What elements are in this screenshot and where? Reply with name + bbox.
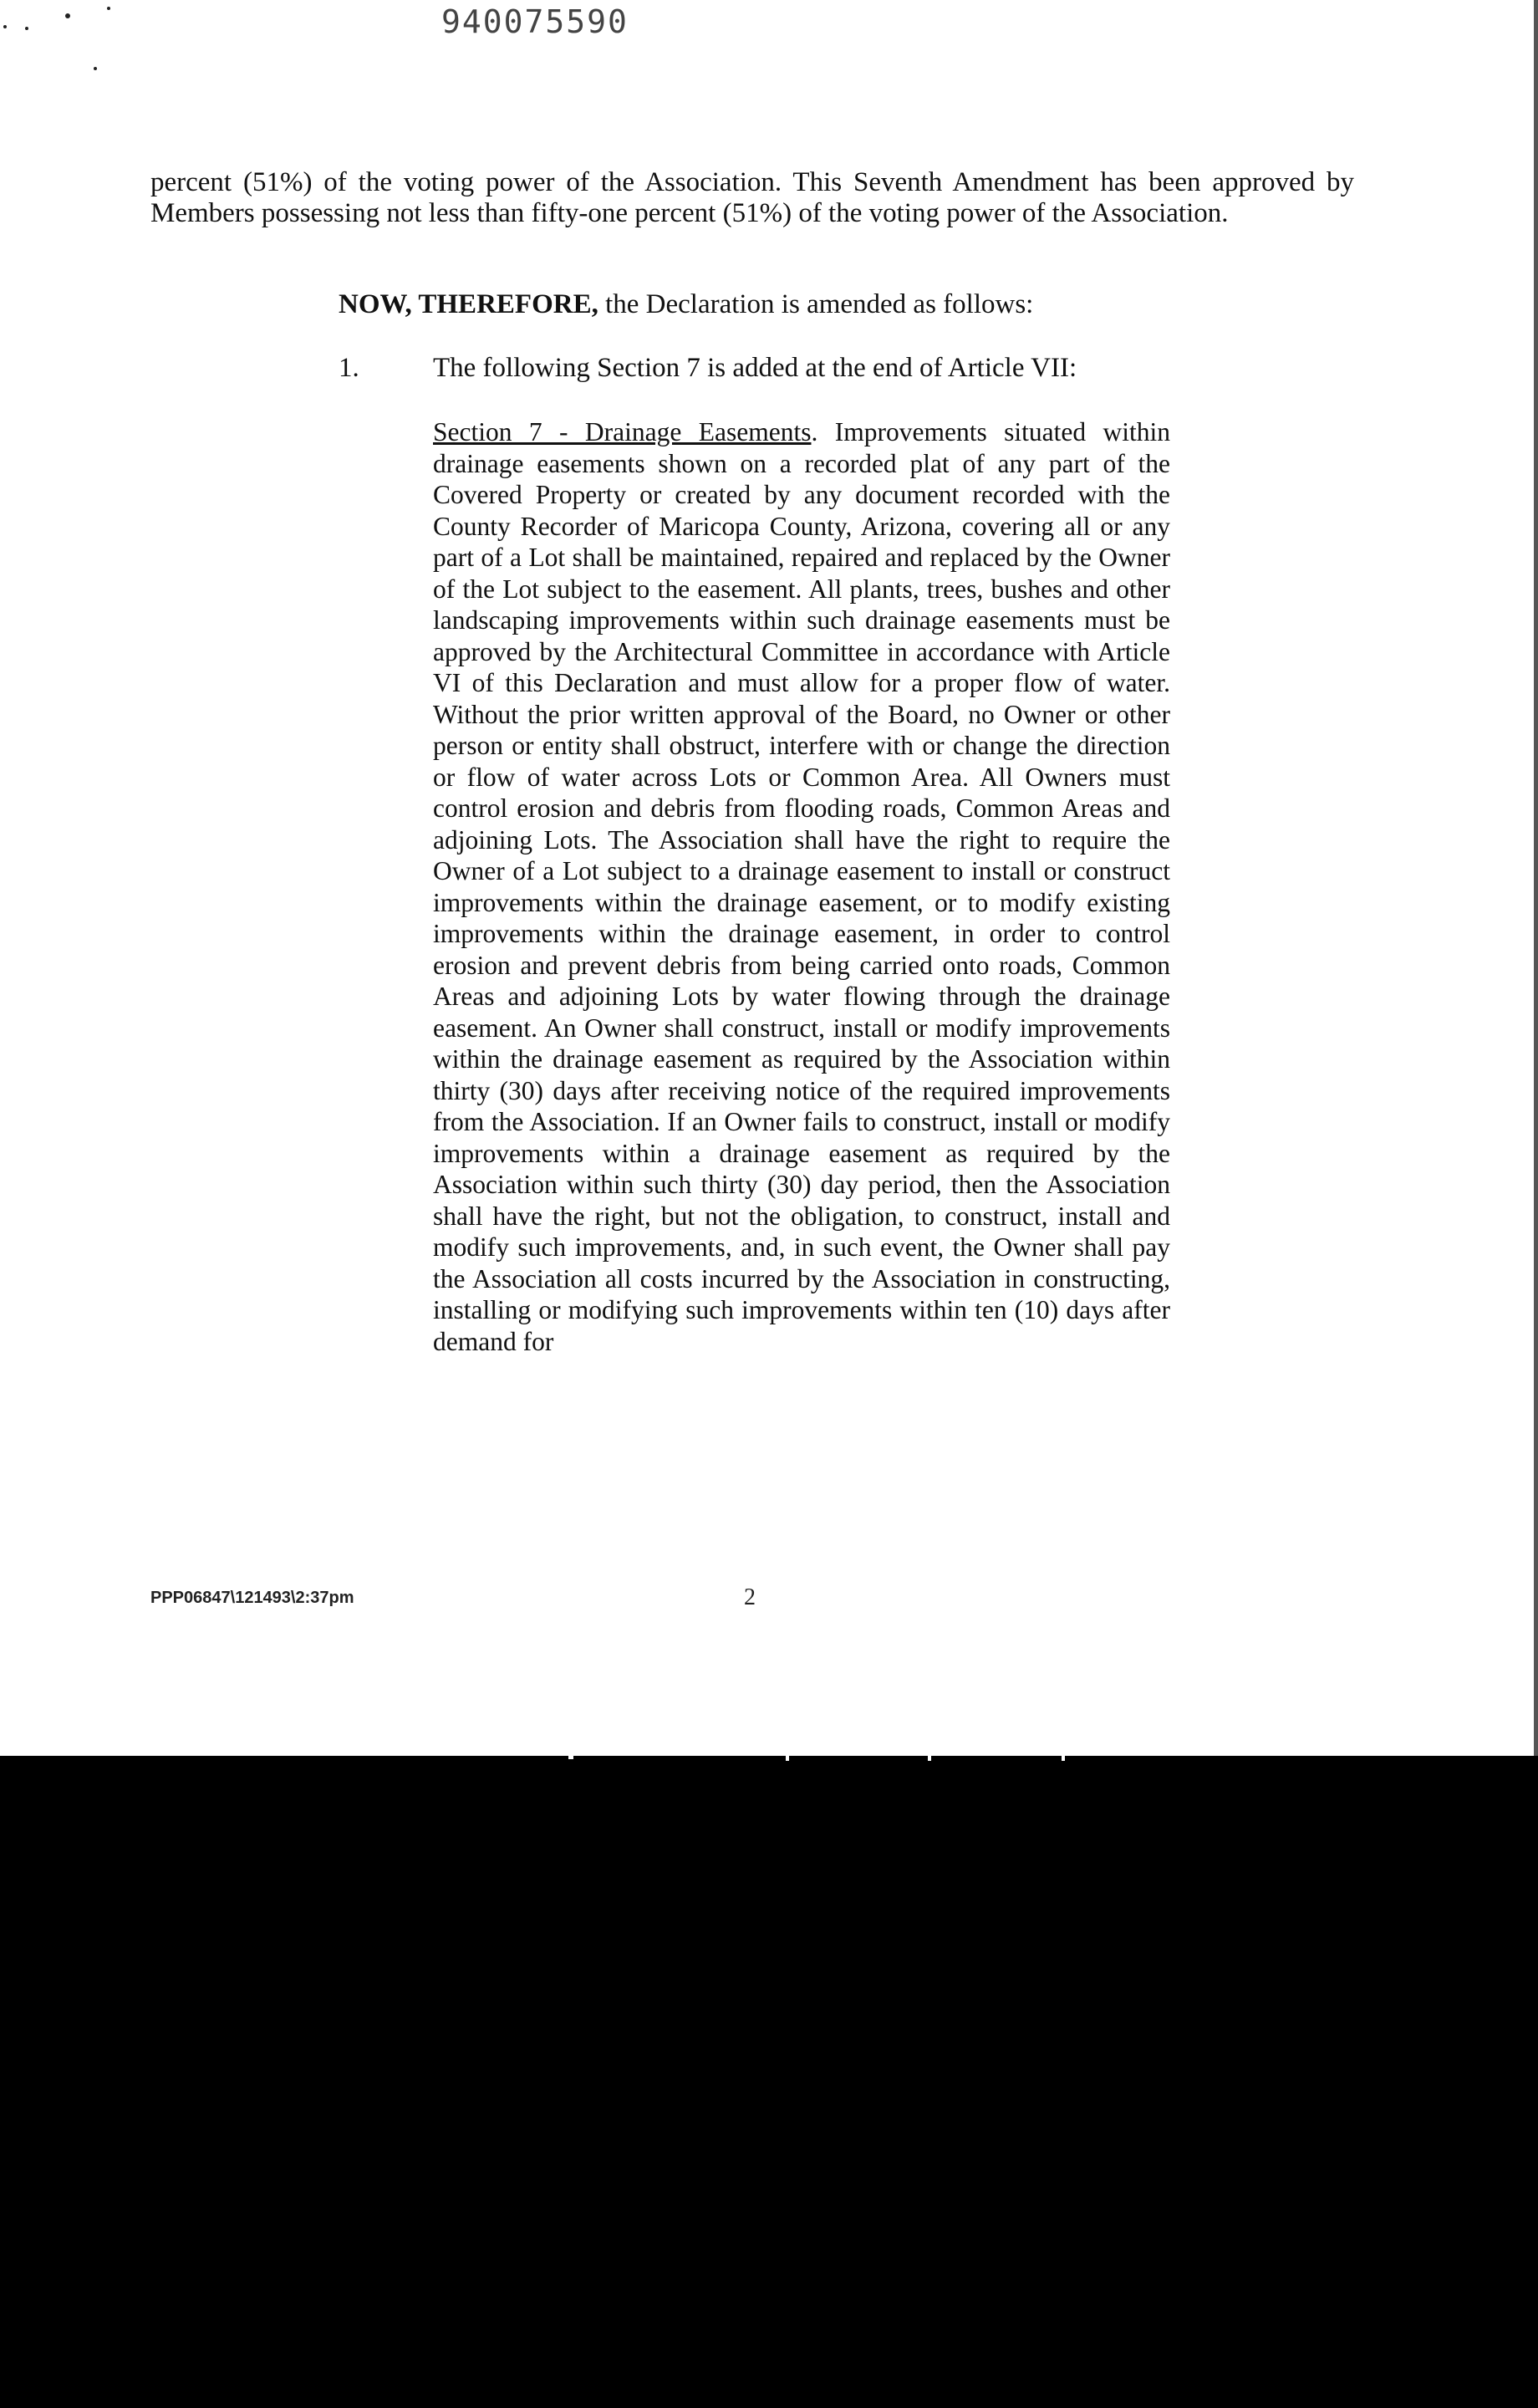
scan-speck (107, 7, 110, 10)
noise-mark (1062, 1751, 1065, 1761)
document-number: 940075590 (441, 3, 629, 40)
therefore-clause (339, 288, 1033, 321)
item-number: 1. (339, 353, 359, 383)
therefore-lead: NOW, THEREFORE, (339, 289, 598, 319)
section-7-paragraph: Section 7 - Drainage Easements. Improvements situated within drainage easements shown on a recorded plat of any part of the Covered Property or created by any document recorded with the County Recorder of Maricopa County, Arizona, covering all or any part of a Lot shall be maintained, repaired and replaced by the Owner of the Lot subject to the easement. All plants, trees, bushes and other landscaping improvements within such drainage easements must be approved by the Architectural Committee in accordance with Article VI of this Declaration and must allow for a proper flow of water. Without the prior written approval of the Board, no Owner or other person or entity shall obstruct, interfere with or change the direction or flow of water across Lots or Common Area. All Owners must control erosion and debris from flooding roads, Common Areas and adjoining Lots. The Association shall have the right to require the Owner of a Lot subject to a drainage easement to install or construct improvements within the drainage easement, or to modify existing improvements within the drainage easement, in order to control erosion and prevent debris from being carried onto roads, Common Areas and adjoining Lots by water flowing through the drainage easement. An Owner shall construct, install or modify improvements within the drainage easement as required by the Association within thirty (30) days after receiving notice of the required improvements from the Association. If an Owner fails to construct, install or modify improvements within a drainage easement as required by the Association within such thirty (30) day period, then the Association shall have the right, but not the obligation, to construct, install and modify such improvements, and, in such event, the Owner shall pay the Association all costs incurred by the Association in constructing, installing or modifying such improvements within ten (10) days after demand for (433, 417, 1171, 1356)
noise-mark (1354, 1751, 1361, 1753)
noise-mark (1254, 1751, 1269, 1753)
item-text: The following Section 7 is added at the end of Article VII: (433, 353, 1077, 383)
file-reference: PPP06847\121493\2:37pm (150, 1589, 354, 1607)
noise-mark (100, 1751, 125, 1753)
section-heading: Section 7 - Drainage Easements (433, 417, 812, 446)
scan-speck (3, 25, 7, 28)
scan-speck (94, 67, 97, 70)
scan-speck (25, 27, 28, 30)
noise-mark (886, 1751, 903, 1753)
scan-speck (65, 13, 70, 18)
therefore-rest: the Declaration is amended as follows: (605, 289, 1034, 319)
page-number: 2 (744, 1584, 756, 1610)
intro-paragraph: percent (51%) of the voting power of the Association. This Seventh Amendment has been approved by Members possessing not less than fifty-one percent (51%) of the voting power of the Association. (150, 167, 1354, 228)
noise-mark (786, 1751, 789, 1761)
noise-mark (568, 1751, 573, 1759)
noise-mark (928, 1751, 931, 1761)
noise-mark (585, 1751, 597, 1753)
section-text: Improvements situated within drainage easements shown on a recorded plat of any part of the Covered Property or created by any document recorded with the County Recorder of Maricopa County, Arizona, covering all or any part of a Lot shall be maintained, repaired and replaced by the Owner of the Lot subject to the easement. All plants, trees, bushes and other landscaping improvements within such drainage easements must be approved by the Architectural Committee in accordance with Article VI of this Declaration and must allow for a proper flow of water. Without the prior written approval of the Board, no Owner or other person or entity shall obstruct, interfere with or change the direction or flow of water across Lots or Common Area. All Owners must control erosion and debris from flooding roads, Common Areas and adjoining Lots. The Association shall have the right to require the Owner of a Lot subject to a drainage easement to install or construct improvements within the drainage easement, or to modify existing improvements within the drainage easement, in order to control erosion and prevent debris from being carried onto roads, Common Areas and adjoining Lots by water flowing through the drainage easement. An Owner shall construct, install or modify improvements within the drainage easement as required by the Association within thirty (30) days after receiving notice of the required improvements from the Association. If an Owner fails to construct, install or modify improvements within a drainage easement as required by the Association within such thirty (30) day period, then the Association shall have the right, but not the obligation, to construct, install and modify such improvements, and, in such event, the Owner shall pay the Association all costs incurred by the Association in constructing, installing or modifying such improvements within ten (10) days after demand for (433, 417, 1171, 1356)
noise-mark (276, 1751, 284, 1753)
scan-edge-noise (0, 1751, 1538, 1763)
scan-edge (1534, 0, 1538, 1756)
